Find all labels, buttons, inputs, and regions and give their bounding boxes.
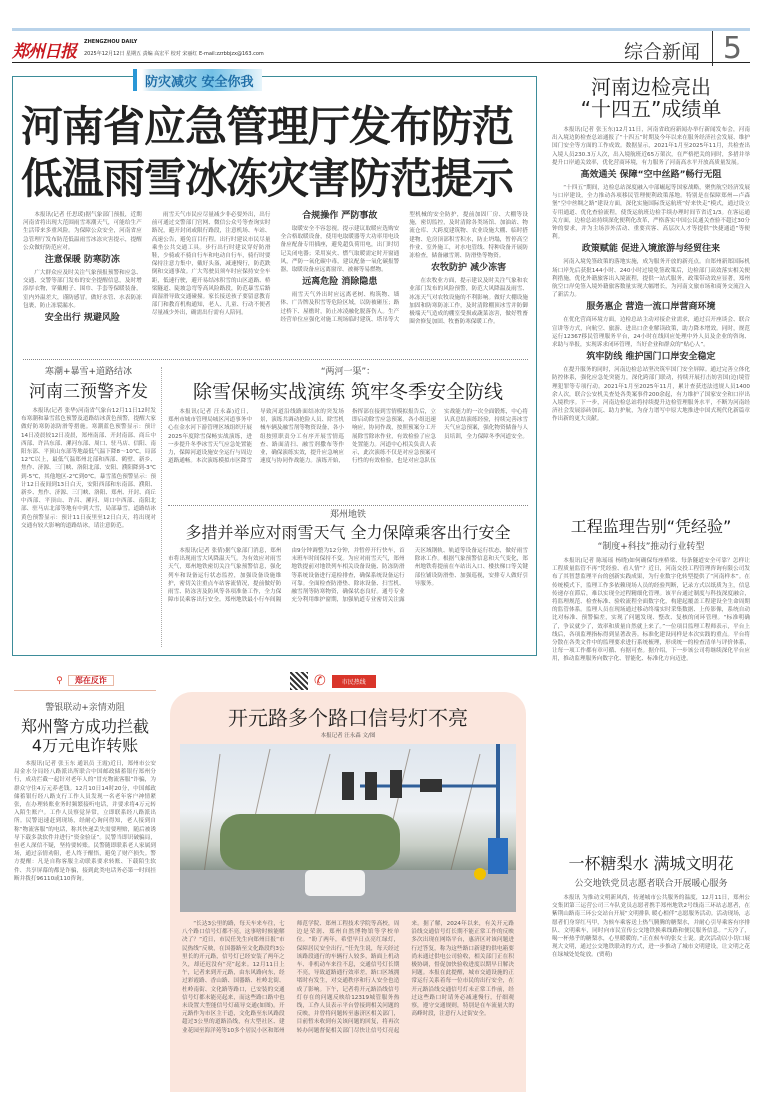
lead-subhead: 远离危险 消除隐患 — [302, 277, 378, 288]
page-number: 5 — [712, 31, 742, 66]
warning-kicker: 寒潮+暴雪+道路结冰 — [44, 367, 133, 377]
supervision-headline: 工程监理告别“凭经验” — [570, 517, 732, 536]
lead-headline — [21, 101, 513, 205]
divider — [168, 505, 528, 506]
border-subhead: 政策赋能 促进入境旅游与经贸往来 — [581, 244, 721, 255]
street-scene-illustration — [180, 744, 516, 912]
border-headline — [552, 76, 750, 120]
supervision-body: 本报讯(记者 陈瑶瑶 杨晓)如何确保每座桥梁、每条隧道安全可靠？怎样让工程质量监管不再“凭经验、看人情”？近日，河南交投工程管理咨询有限公司发布了其智慧监理平台的创新实践成果，为行业数字化转型提供了“河南样本”。在传统模式下，监理工作多依赖现场人员的经验判断，记录方式以纸质为主，信息传递存在滞后，难以实现全过程精细化管理。该平台通过制度与科技深度融合，将监理规范、检查标准、验收流程全面数字化，构建起覆盖工程建设全生命周期的监管体系。监理人员在现场通过移动终端实时采集数据、上传影像，系统自动比对标准、预警偏差，实现了问题发现、整改、复核的闭环管理。“标准明确了，争议就少了，效率和质量自然就上来了。”一位项目监理工程师表示，平台上线后，各项监理指标得到显著改善。标准化建设同样是本次实践的重点。平台将分散在各类文件中的监理要求进行系统梳理，形成统一的检查清单与评价体系，让每一项工作都有章可循、有据可查。据介绍，下一步该公司将继续深化平台应用，推动监理服务向数字化、智能化、标准化方向迈进。 — [552, 558, 750, 663]
fraud-column-label: 郑在反诈 — [68, 675, 114, 686]
fraud-headline-line-2: 4万元电诈转账 — [31, 736, 139, 755]
canal-kicker: “两河一渠”： — [320, 367, 376, 377]
qr-code-icon — [290, 672, 308, 690]
lead-subhead: 农牧防护 减少冻害 — [431, 263, 507, 274]
hotline-body-columns — [182, 920, 514, 1035]
border-paragraph: “十四五”期间，边检总站深度融入中部崛起等国家战略，聚焦航空经济发展与口岸建设，全力推动各项移民管理便利政策落地。特别是在保障郑州—卢森堡“空中丝绸之路”建设方面，深化实施国际货运航班“好来快走”模式，通过设立专用通道、优化查验流程，使货运航班边检手续办理时间节省近1/3。在客运通关方面，边检总站持续深化便利化改革，严格落实中国公民通关查验不超过30分钟的要求，并为主场涉外活动、重要宾客、高层次人才等提供“快捷通道”等便利。 — [552, 185, 750, 241]
lead-subhead: 合规操作 严防事故 — [302, 211, 378, 221]
top-rule — [12, 28, 750, 31]
lead-paragraph: 广大群众应及时关注气象预报预警和应急、交通、交警等部门发布的安全提醒信息，及时增添厚衣物，穿戴帽子、围巾、手套等保暖装备，室内外温差大，谨防感冒。做好水管、水表防冻包裹，防止冻裂漏水。 — [23, 270, 142, 309]
metro-headline: 多措并举应对雨雪天气 全力保障乘客出行安全 — [185, 523, 511, 542]
lead-subhead: 安全出行 规避风险 — [44, 313, 120, 324]
lead-body-columns — [23, 211, 528, 326]
fraud-article — [14, 668, 156, 883]
fraud-body: 本报讯(记者 张玉东 通讯员 王霞)近日，郑州市公安局金水分局经八路派出所联合中国邮政储蓄银行郑州分行，成功拦截一起针对老年人的“冒充物流客服”诈骗，为群众守住4万元养老钱。12月10日14时20分，中国邮政储蓄银行经八路支行工作人员发现一名老年客户神情紧张，在办理转账业务时频繁接听电话，并要求将4万元转入陌生账户。工作人员察觉异常，立即联系经八路派出所。民警迅速赶到现场，经耐心询问得知，老人接到自称“物流客服”的电话，称其快递丢失需要理赔，随后被诱导下载多款软件并进行“资金验证”。民警当即识破骗局，但老人深信不疑，坚持要转账。民警随即联系老人家属到场，通过亲情劝阻，老人终于醒悟，避免了财产损失。警方提醒：凡是自称客服主动联系要求转账、下载陌生软件、共享屏幕的都是诈骗，接到此类电话务必第一时间挂断并拨打96110或110咨询。 — [14, 761, 156, 882]
supervision-subhead: “制度+科技”推动行业转型 — [597, 542, 705, 552]
fraud-kicker: 警银联动+亲情劝阻 — [45, 703, 125, 713]
phone-icon: ✆ — [314, 673, 326, 689]
hotline-header — [290, 672, 376, 690]
border-paragraph: 河南入境免签政策的落地实施，成为服务开放的新亮点。自郑州新郑国际机场口岸先后获批144小时、240小时过境免签政策后，边检部门高效落实相关便利措施，优化外籍旅客出入境流程，提供一站式服务，政策带动效应显著，郑州航空口岸免签入境外籍旅客数量实现大幅增长，为河南文旅市场和商务交流注入了新活力。 — [552, 259, 750, 299]
tea-body: 本报讯 为推动文明新风尚，传递城市公共服务的温度，12月11日，郑州公交集团第三运营公司三车队党员志愿者携手郑州地铁2号线南三环站志愿者，在紫荆山路南三环公交站台开展“文明排队 暖心相伴”志愿服务活动。活动现场，志愿者们身穿红马甲，为候车乘客送上热气腾腾的糖梨水，并耐心引导乘客有序排队、文明乘车，同时向市民宣传公交地铁换乘线路和便民服务信息。“天冷了，喝一杯热乎的糖梨水，心里暖暖的。”正在候车的张女士说。此次活动以小切口展现大文明，通过公交地铁联动的方式，进一步推动了城市文明建设，让文明之花在绿城处处绽放。(贾萌) — [552, 895, 750, 959]
metro-kicker: 郑州地铁 — [329, 510, 366, 520]
canal-article — [168, 367, 528, 465]
tea-subhead: 公交地铁党员志愿者联合开展暖心服务 — [574, 879, 728, 889]
lead-story-box — [12, 76, 537, 656]
lead-headline-line-2: 低温雨雪冰冻灾害防范提示 — [21, 154, 514, 203]
section-title: 综合新闻 — [623, 41, 700, 63]
hotline-badge: 市民热线 — [332, 675, 376, 688]
border-headline-line-2: “十四五”成绩单 — [580, 97, 722, 121]
dateline: 2025年12月12日 星期五 责编 高宏平 校对 宋丽红 E-mail:zzrbbjzx@163.com — [84, 51, 264, 57]
fraud-headline-line-1: 郑州警方成功拦截 — [20, 717, 149, 736]
fraud-headline — [14, 717, 156, 755]
hotline-headline: 开元路多个路口信号灯不亮 — [228, 706, 468, 730]
warning-article — [21, 367, 156, 530]
supervision-article — [552, 515, 750, 664]
newspaper-logo: 郑州日报 — [12, 42, 76, 62]
hotline-body: “长达3公里的路，每天车来车往，七八个路口信号灯都不亮，这事啥时候能解决了？”近日，市民任先生向郑州日报“市民热线”反映，在国器路至文化路段约3公里长的开元路，信号灯已经安装了两年之久，却还迟没有“亮”起来。12月11日上午，记者来到开元路，由东风路向东，经过彩霞路、香山路、国器路、杜岭北街、杜岭南街、文化路等路口，已安装的交通信号灯都未能亮起来，而这些路口路中也未设置大型能信号灯疏导交通(如图)。开元路作为市区主干道，文化路至东风路段超过3公里的道路沿线，有大型社区、建业花园至海洋苑等10多个居民小区和郑州师范学院、郑州工程技术学院等高校，周边是荣润、郑州自然博物馆等学校单位。“盼了两年，希望早日点亮红绿灯，保障居民安全出行。”任先生说，每天经过该路段通行的车辆行人较多，路面上机动车、非机动车来往不息，交通信号灯长期不亮，导致道路通行效率差，路口区域拥堵时有发生，对交通秩序和行人安全也造成了影响。下午，记者将开元路沿线信号灯存在的问题反映给12319城管服务热线，工作人员表示平台曾接到相关问题的反映，并曾将问题转至惠济区相关部门，目前暂未收到有关该问题的回复，将再次转办问题督促相关部门尽快让信号灯亮起来。据了解，2024年以来，有关开元路沿线交通信号灯长期不能正常工作的反映多次出现在网络平台，惠济区对该问题进行过答复，称为这些路口新建的供电箱要尚未通过供电公司验收，相关部门正在积极协调，督促加快验收进度以期早日解决问题。本报在此提醒，城市交通设施的正常运行关系着每一位市民的出行安全，在开元路沿线交通信号灯未正常工作前，经过这些路口时请务必减速慢行，仔细观察，遵守交通规则，特别是在车流量大的高峰时段，注意行人过街安全。 — [182, 921, 514, 1034]
canal-headline: 除雪保畅实战演练 筑牢冬季安全防线 — [192, 381, 504, 403]
lead-paragraph: 雨雪天气外出时应远离老树、构筑物、墙体、广告牌及积雪等危险区域，以防被砸压；路过桥下、屋檐时，防止冰凌融化脱落伤人。生产经营单位应强化对施工现场临时建筑、塔吊等大型机械的安全防护，提前加固厂房、大棚等设施，密切监控，及时清除各类场馆、加油站、物流仓库、大跨度建筑物、农业设施大棚、临时搭建物、危房顶部积雪积水，防止坍塌，暂停高空作业、室外施工，对水电管线、特种设备开展防冻检查，储备融雪剂、防滑垫等物资。 — [280, 212, 528, 323]
lead-intro: 本报讯(记者 任思瑗)据气象部门预报，近期河南省将出现大范围雨雪寒潮天气，可能给生产生活带来多重风险。为保障公众安全，河南省应急管理厅发布防范低温雨雪冰冻灾害提示，提醒公众做好防范应对。 — [23, 212, 142, 251]
tea-headline: 一杯糖梨水 满城文明花 — [568, 854, 734, 873]
metro-body: 本报讯(记者 张倩)据气象部门消息，郑州市将出现雨雪大风降温天气。为有效应对雨雪天气，郑州地铁密切关注气象预警信息，强化列车和设备运行状态监控，加强设备设施维护，密切关注重点车站客流情况，提前做好防雨雪、防冻害及防风等各项准备工作，全力保障市民乘客出行安全。郑州地铁最小行车间隔由9分钟调整为12分钟，并暂停开行快车，首末班车时间保持不变。为应对雨雪天气，郑州地铁提前对地铁列车相关设备设施、防冻防滑等系统设备进行巡检排查，确保系统设备运行可靠。全面检查防滑垫、除冰设备、扫雪机、融雪剂等防寒物资，确保状态良好。通号专业充分利用维护窗期，加强轨道专业密切关注露天区域钢轨、轨道等设备运行状态，做好雨雪除冰工作。根据气象预警信息和天气变化，郑州地铁将提前在车站出入口、楼扶梯口等关键部位铺设防滑垫、加强巡视，安排专人做好引导服务。 — [168, 548, 528, 604]
lead-paragraph: 雨雪天气市民应尽量减少非必要外出，出行前可通过交警部门官网、微信公众号等查询实时路况，避开封闭或限行路段，注意机场、车站、高速公告，避免盲目行程。出行时建议市民尽量乘坐公共交通工具。步行出行时建议穿好防滑鞋，少骑或不骑自行车和电动自行车，骑行时要保持注意力集中，戴好头盔，减速慢行，防范跌倒和交通事故。广大驾驶员须车时应保持安全车距，低速行驶，避开易结冰积雪的山区道路、桥梁隧道、陡坡急弯等高风险路段，防范暴雪后路面湿滑导致交通碰撞。家长接送孩子要留意教育部门和教育机构通知，老人、儿童、行动不便者尽量减少外出，确需出行需有人陪同。 — [151, 212, 271, 317]
fraud-column-tag — [14, 668, 156, 691]
lead-paragraph: 取暖安全不容忽视。提示建议取暖应选购安全合格取暖设备，使用电取暖器等大功率用电设备应配备专用插座，避免超负荷用电，出门时切记关闭电器；采用炭火、燃气取暖需定时开窗通风，严防一氧化碳中毒，建议配备一氧化碳报警器，取暖设备应远离窗帘、被褥等易燃物。 — [280, 226, 400, 274]
canal-body: 本报讯(记者 汪永森)近日，郑州市城市管理局城区河道事务中心在金水河下游管理区域组织开展2025年度除雪保畅实战演练，进一步提升冬季冰雪天气应急处置能力，保障河道设施安全运行与周边道路通畅。本次演练模拟市区降雪导致河道沿线路面结冰的突发场景，演练共调动抢险人员、除雪机械车辆及融雪剂等物资设备，各小组按照职责分工有序开展雪情巡查、路面清扫、融雪剂撒布等作业，确保演练实效，提升应急响应速度与协同作战能力。演练开始，指挥部在接到雪情模拟报告后，立即启动除雪应急预案，各小组迅速响应，协同作战，按照预案分工开展除雪除冰作业，有效检验了应急处置能力。河道中心相关负责人表示，此次演练不仅是对应急预案可行性的有效检验，也是对应急队伍实战能力的一次全面锻炼，中心将认真总结演练经验，持续完善冰雪天气应急预案，强化物资储备与人员培训，全力保障冬季河道安全。 — [168, 409, 528, 465]
lead-paragraph: 在农牧业方面，提示建议及时关注气象和农业部门发布的风险预警，防范大风降温及雨雪、冰冻天气对农牧设施的不利影响。做好大棚设施加固和防寒防冻工作，及时清除棚顶冰雪并防御极端天气造成的棚室受损或蔬菜冻害，做好牲畜圈舍修复加固、牧畜防寒保暖工作。 — [409, 278, 528, 326]
border-subhead: 高效通关 保障“空中丝路”畅行无阻 — [580, 170, 722, 181]
location-pin-icon: ⚲ — [56, 676, 63, 686]
divider — [161, 367, 162, 647]
border-paragraph: 在提升服务的同时，河南边检总站坚决筑牢国门安全屏障。通过完善立体化防控体系，强化应急处突能力，深化跨部门联动，持续开展打击妨害国(边)境管理犯罪等专项行动。2021年1月至2025年11月，累计查获违法违规人员1400余人次，联合公安机关查处各类案事件200余起，有力维护了国家安全和口岸出入境秩序。下一步，河南边检总站将持续提升边检管理服务水平，不断为河南经济社会发展添砖加瓦、助力护航，为奋力谱写中原大地推进中国式现代化新篇章作出新的更大贡献。 — [552, 367, 750, 423]
tea-article — [552, 852, 750, 960]
lead-kicker: 防灾减灾 安全你我 — [133, 69, 262, 91]
lead-headline-line-1: 河南省应急管理厅发布防范 — [21, 102, 514, 151]
divider — [23, 359, 528, 360]
traffic-light-photo — [180, 744, 516, 912]
hotline-byline: 本报记者 汪永森 文/图 — [320, 733, 376, 739]
masthead — [12, 31, 750, 66]
border-intro: 本报讯(记者 张玉东)12月11日，河南省政府新闻办举行新闻发布会，河南出入境边防检查总站通报了“十四五”时期及今年以来在服务经济社会发展、维护国门安全等方面的工作成效。数据显示，2021年1月至2025年11月，共检查出入境人员230.3万人次，出入境航班近65万架次，在严格把关的同时，多措并举提升口岸通关效率，优化营商环境，有力服务了河南高水平开放高质量发展。 — [552, 127, 750, 166]
metro-article — [168, 510, 528, 604]
warning-body: 本报讯(记者 张华)河南省气象台12月11日12时发布寒潮和暴雪蓝色预警及道路结冰黄色预警，提醒大家做好防寒防冻防滑等措施。寒潮蓝色预警显示：预计14日凌晨较12日凌晨，郑州南部、开封南部、商丘中西部、许昌东部、漯河东部、周口、驻马店、信阳、南阳东部、平顶山东部等地最低气温下降8～10℃，局部12℃以上，最低气温郑州北部和西部、鹤壁、新乡、焦作、济源、三门峡、洛阳北部、安阳、濮阳降到-3℃到-5℃，其他地区-2℃到0℃。暴雪蓝色预警显示：预计12日夜间到13日白天，安阳西部和东南部、濮阳、新乡、焦作、济源、三门峡、洛阳、郑州、开封、商丘中西部、平顶山、许昌、漯河、周口中西部、南阳北部、驻马店北部等地有中到大雪，局部暴雪。道路结冰黄色预警显示：预计11日夜里至12日白天，将出现对交通有较大影响的道路结冰，请注意防范。 — [21, 408, 156, 529]
border-subhead: 筑牢防线 维护国门口岸安全稳定 — [586, 352, 716, 363]
border-paragraph: 在优化营商环境方面，边检总站主动对接企业需求，通过召开座谈会、联合宣讲等方式，向航空、旅游、进出口企业解读政策，助力降本增效。同时，规范运行12367移民管理服务平台，24小时在线回应处理中外人员及企业的咨询、求助与举报，实现诉求闭环管理，当好企业和群众的“贴心人”。 — [552, 317, 750, 349]
english-name: ZHENGZHOU DAILY — [84, 39, 138, 45]
hotline-box — [170, 692, 526, 1092]
border-subhead: 服务惠企 营造一流口岸营商环境 — [586, 302, 716, 313]
warning-headline: 河南三预警齐发 — [29, 382, 148, 402]
border-headline-line-1: 河南边检亮出 — [591, 75, 711, 99]
lead-subhead: 注意保暖 防寒防冻 — [44, 255, 120, 266]
border-article — [552, 76, 750, 424]
